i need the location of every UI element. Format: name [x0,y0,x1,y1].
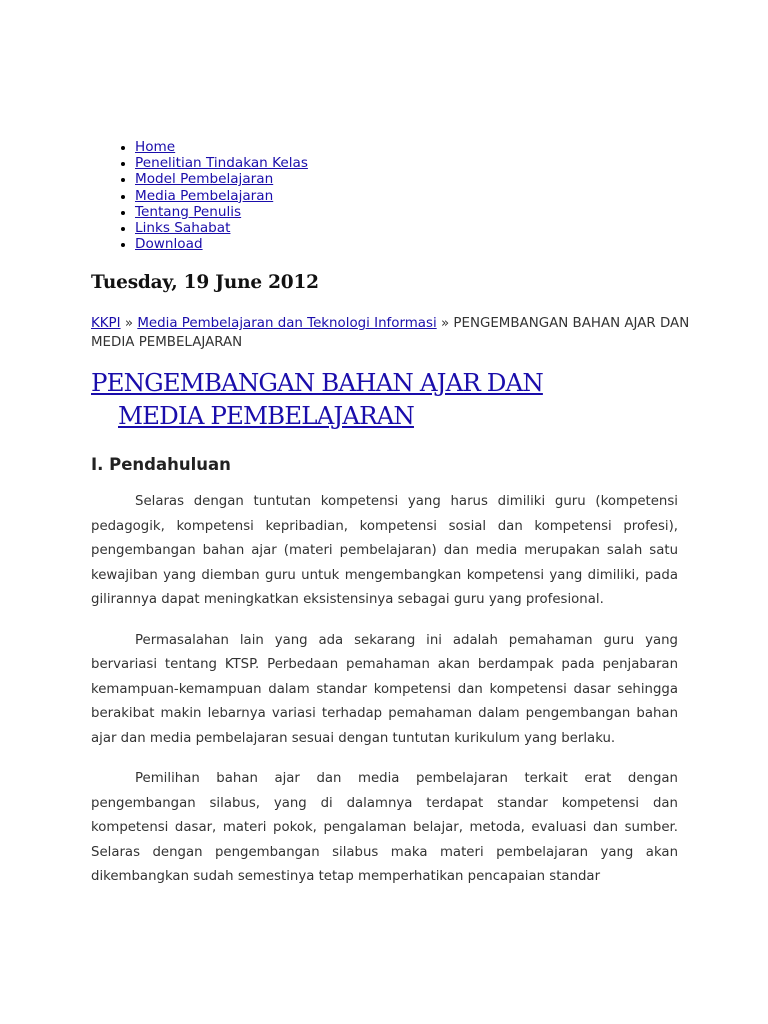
paragraph: Selaras dengan tuntutan kompetensi yang harus dimiliki guru (kompetensi pedagogik, kompetensi kepribadian, kompetensi sosial dan kompetensi profesi), pengembangan bahan ajar (materi pembelajaran) dan media merupakan salah satu kewajiban yang diemban guru untuk mengembangkan kompetensi yang dimiliki, pada gilirannya dapat meningkatkan eksistensinya sebagai guru yang profesional. [91,494,678,607]
post-title-line-2: MEDIA PEMBELAJARAN [118,401,414,430]
nav-link-model-pembelajaran[interactable]: Model Pembelajaran [135,171,274,188]
nav-item-tentang-penulis [135,204,308,220]
nav-item-media-pembelajaran [135,188,308,204]
nav-link-links-sahabat[interactable]: Links Sahabat [135,220,231,237]
nav-item-penelitian-tindakan-kelas [135,155,308,171]
post-title-link[interactable] [91,366,651,432]
paragraph: Pemilihan bahan ajar dan media pembelajaran terkait erat dengan pengembangan silabus, yang di dalamnya terdapat standar kompetensi dan kompetensi dasar, materi pokok, pengalaman belajar, metoda, evaluasi dan sumber. Selaras dengan pengembangan silabus maka materi pembelajaran yang akan dikembangkan sudah semestinya tetap memperhatikan pencapaian standar [91,771,678,884]
post-date: Tuesday, 19 June 2012 [91,272,319,293]
nav-link-media-pembelajaran[interactable]: Media Pembelajaran [135,187,274,204]
post-body [91,490,678,906]
breadcrumb-current: PENGEMBANGAN BAHAN AJAR DAN MEDIA PEMBELAJARAN [91,316,690,350]
nav-menu [91,139,308,252]
nav-item-model-pembelajaran [135,171,308,187]
breadcrumb-category-link[interactable]: Media Pembelajaran dan Teknologi Informasi [137,316,437,331]
nav-link-home[interactable]: Home [135,139,176,155]
nav-item-download [135,236,308,252]
nav-item-links-sahabat [135,220,308,236]
breadcrumb-separator: » [120,316,138,331]
nav-item-home [135,139,308,155]
nav-link-download[interactable]: Download [135,236,203,253]
breadcrumb-separator: » [436,316,454,331]
section-heading: I. Pendahuluan [91,455,231,474]
paragraph: Permasalahan lain yang ada sekarang ini adalah pemahaman guru yang bervariasi tentang KTSP. Perbedaan pemahaman akan berdampak pada penjabaran kemampuan-kemampuan dalam standar kompetensi dan kompetensi dasar sehingga berakibat makin lebarnya variasi terhadap pemahaman dalam pengembangan bahan ajar dan media pembelajaran sesuai dengan tuntutan kurikulum yang berlaku. [91,632,678,746]
post-title-line-1: PENGEMBANGAN BAHAN AJAR DAN [91,368,543,397]
nav-link-tentang-penulis[interactable]: Tentang Penulis [135,203,242,220]
breadcrumb-root-link[interactable]: KKPI [91,316,121,331]
breadcrumb [91,314,691,352]
nav-link-penelitian-tindakan-kelas[interactable]: Penelitian Tindakan Kelas [135,155,308,172]
